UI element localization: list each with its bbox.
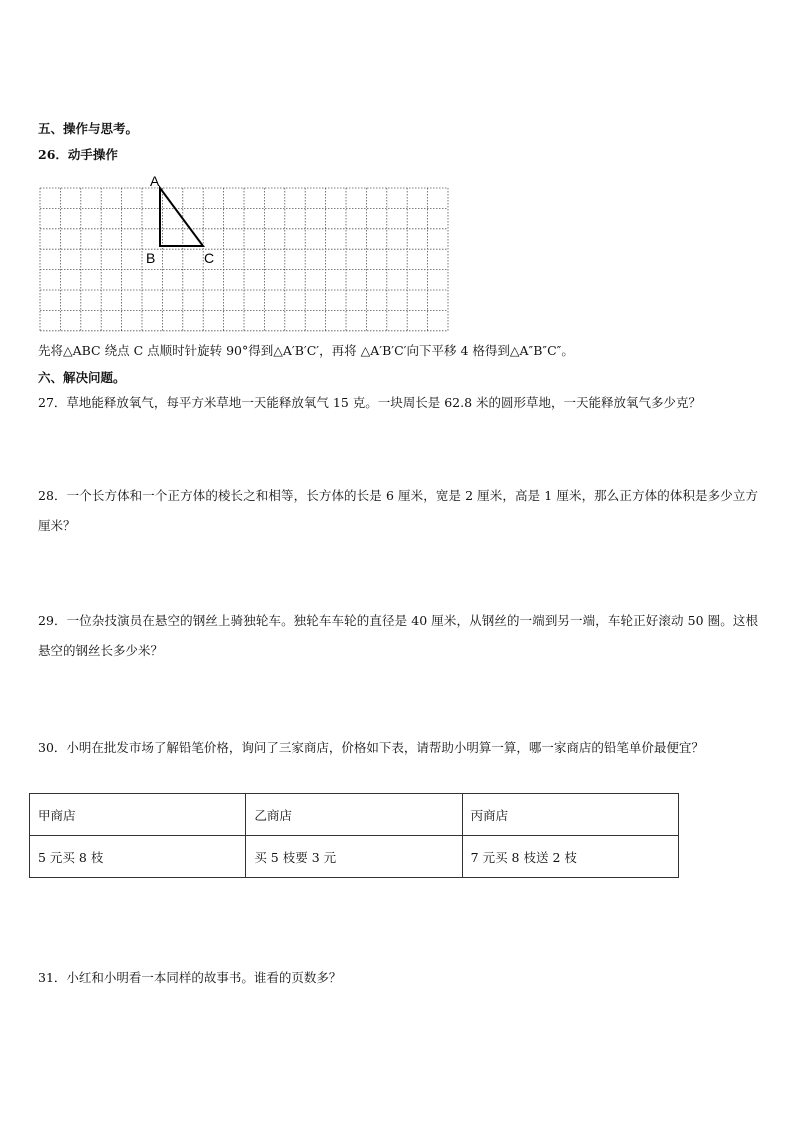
table-row (30, 836, 679, 878)
table-header-cell: 丙商店 (462, 794, 678, 836)
table-header-row (30, 794, 679, 836)
question-30-text: 30．小明在批发市场了解铅笔价格，询问了三家商店，价格如下表，请帮助小明算一算，哪一家商店的铅笔单价最便宜？ (38, 740, 704, 755)
price-table (29, 793, 679, 878)
vertex-label-b: B (146, 250, 156, 266)
table-header-cell: 乙商店 (246, 794, 462, 836)
table-header-cell: 甲商店 (30, 794, 246, 836)
vertex-label-c: C (204, 250, 215, 266)
dotted-grid-figure (38, 172, 450, 332)
question-31-text: 31．小红和小明看一本同样的故事书。谁看的页数多？ (38, 970, 342, 985)
question-29-text: 29．一位杂技演员在悬空的钢丝上骑独轮车。独轮车车轮的直径是 40 厘米，从钢丝的一端到另一端，车轮正好滚动 50 圈。这根悬空的钢丝长多少米？ (38, 613, 758, 658)
triangle-abc (160, 188, 203, 246)
table-cell: 7 元买 8 枝送 2 枝 (462, 836, 678, 878)
table-cell: 买 5 枝要 3 元 (246, 836, 462, 878)
question-26-title: 26．动手操作 (38, 147, 118, 162)
section-five-heading: 五、操作与思考。 (38, 121, 139, 136)
question-27-text: 27．草地能释放氧气，每平方米草地一天能释放氧气 15 克。一块周长是 62.8 米的圆形草地，一天能释放氧气多少克？ (38, 395, 702, 410)
vertex-label-a: A (150, 173, 160, 189)
question-28-text: 28．一个长方体和一个正方体的棱长之和相等，长方体的长是 6 厘米，宽是 2 厘米，高是 1 厘米，那么正方体的体积是多少立方厘米？ (38, 488, 758, 533)
table-cell: 5 元买 8 枝 (30, 836, 246, 878)
question-26-instruction: 先将△ABC 绕点 C 点顺时针旋转 90°得到△A′B′C′，再将 △A′B′C′向下平移 4 格得到△A″B″C″。 (38, 343, 574, 358)
section-six-heading: 六、解决问题。 (38, 370, 126, 385)
